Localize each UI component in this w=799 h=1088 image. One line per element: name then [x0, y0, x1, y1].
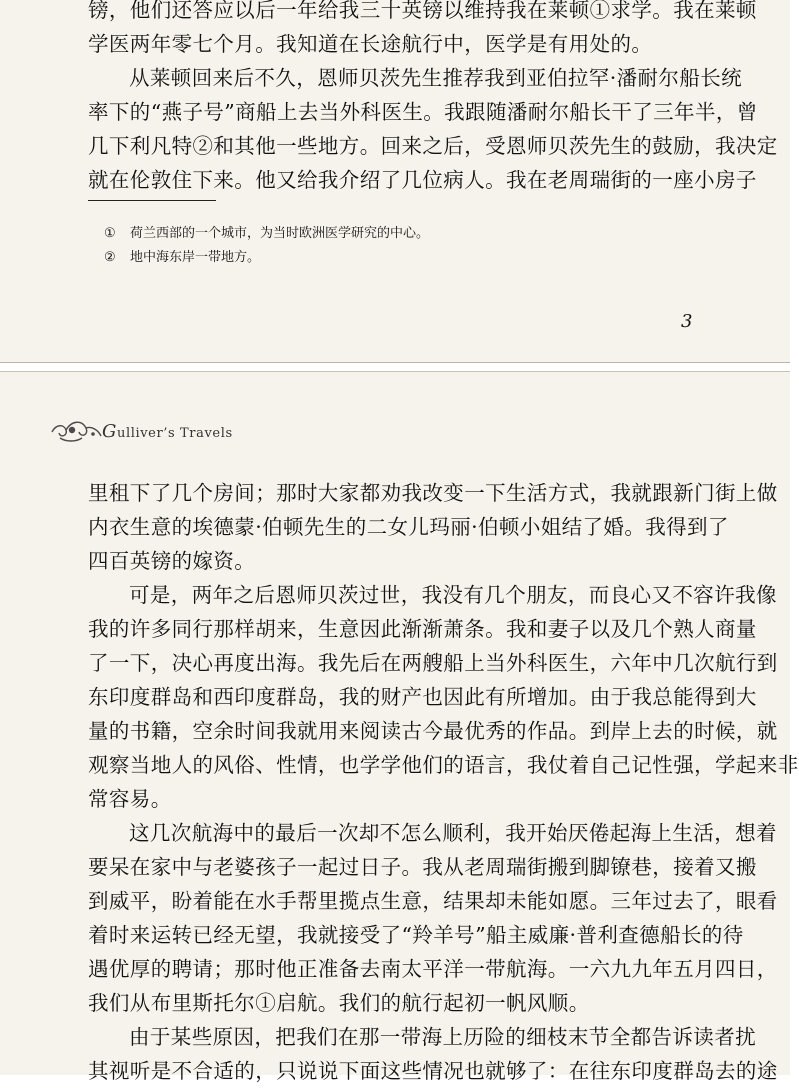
text-line: 其视听是不合适的，只说说下面这些情况也就够了：在往东印度群岛去的途 [88, 1059, 778, 1083]
text-line: 就在伦敦住下来。他又给我介绍了几位病人。我在老周瑞街的一座小房子 [88, 168, 757, 192]
text-line: 我们从布里斯托尔①启航。我们的航行起初一帆风顺。 [88, 991, 590, 1015]
bottom-book-page [0, 371, 799, 1083]
text-line: 由于某些原因，把我们在那一带海上历险的细枝末节全都告诉读者扰 [129, 1025, 756, 1049]
footnotes [104, 222, 704, 270]
text-line: 从莱顿回来后不久，恩师贝茨先生推荐我到亚伯拉罕·潘耐尔船长统 [129, 66, 743, 90]
footnote-1 [104, 222, 704, 246]
text-line: 到威平，盼着能在水手帮里揽点生意，结果却未能如愿。三年过去了，眼看 [88, 889, 778, 913]
text-line: 几下利凡特②和其他一些地方。回来之后，受恩师贝茨先生的鼓励，我决定 [88, 134, 778, 158]
text-line: 四百英镑的嫁资。 [88, 549, 256, 573]
flourish-ornament-icon [48, 416, 104, 446]
footnote-mark: ② [104, 250, 116, 265]
book-title-initial: G [102, 420, 117, 442]
bottom-page-body-text [88, 476, 799, 1088]
text-line: 量的书籍，空余时间我就用来阅读古今最优秀的作品。到岸上去的时候，就 [88, 719, 778, 743]
text-line: 率下的“燕子号”商船上去当外科医生。我跟随潘耐尔船长干了三年半，曾 [88, 100, 758, 124]
text-line: 要呆在家中与老婆孩子一起过日子。我从老周瑞街搬到脚镣巷，接着又搬 [88, 855, 757, 879]
page-number: 3 [681, 311, 693, 332]
footnote-divider [88, 200, 216, 201]
running-header [48, 416, 233, 446]
text-line: 观察当地人的风俗、性情，也学学他们的语言，我仗着自己记性强，学起来非 [88, 753, 799, 777]
text-line: 遇优厚的聘请；那时他正准备去南太平洋一带航海。一六九九年五月四日， [88, 957, 778, 981]
footnote-2 [104, 246, 704, 270]
text-line: 镑，他们还答应以后一年给我三十英镑以维持我在莱顿①求学。我在莱顿 [88, 0, 757, 22]
text-line: 可是，两年之后恩师贝茨过世，我没有几个朋友，而良心又不容许我像 [129, 583, 777, 607]
text-line: 我的许多同行那样胡来，生意因此渐渐萧条。我和妻子以及几个熟人商量 [88, 617, 757, 641]
text-line: 这几次航海中的最后一次却不怎么顺利，我开始厌倦起海上生活，想着 [129, 821, 777, 845]
text-line: 东印度群岛和西印度群岛，我的财产也因此有所增加。由于我总能得到大 [88, 685, 757, 709]
text-line: 内衣生意的埃德蒙·伯顿先生的二女儿玛丽·伯顿小姐结了婚。我得到了 [88, 515, 729, 539]
footnote-mark: ① [104, 226, 116, 241]
footnote-text: 荷兰西部的一个城市，为当时欧洲医学研究的中心。 [130, 226, 430, 241]
text-line: 常容易。 [88, 787, 172, 811]
text-line: 学医两年零七个月。我知道在长途航行中，医学是有用处的。 [88, 32, 653, 56]
book-title [102, 421, 233, 442]
top-book-page [0, 0, 790, 363]
text-line: 了一下，决心再度出海。我先后在两艘船上当外科医生，六年中几次航行到 [88, 651, 778, 675]
top-page-body-text [88, 0, 778, 197]
footnote-text: 地中海东岸一带地方。 [130, 250, 261, 265]
text-line: 着时来运转已经无望，我就接受了“羚羊号”船主威廉·普利查德船长的待 [88, 923, 744, 947]
text-line: 里租下了几个房间；那时大家都劝我改变一下生活方式，我就跟新门街上做 [88, 481, 778, 505]
book-title-rest: ulliver’s Travels [116, 425, 233, 441]
